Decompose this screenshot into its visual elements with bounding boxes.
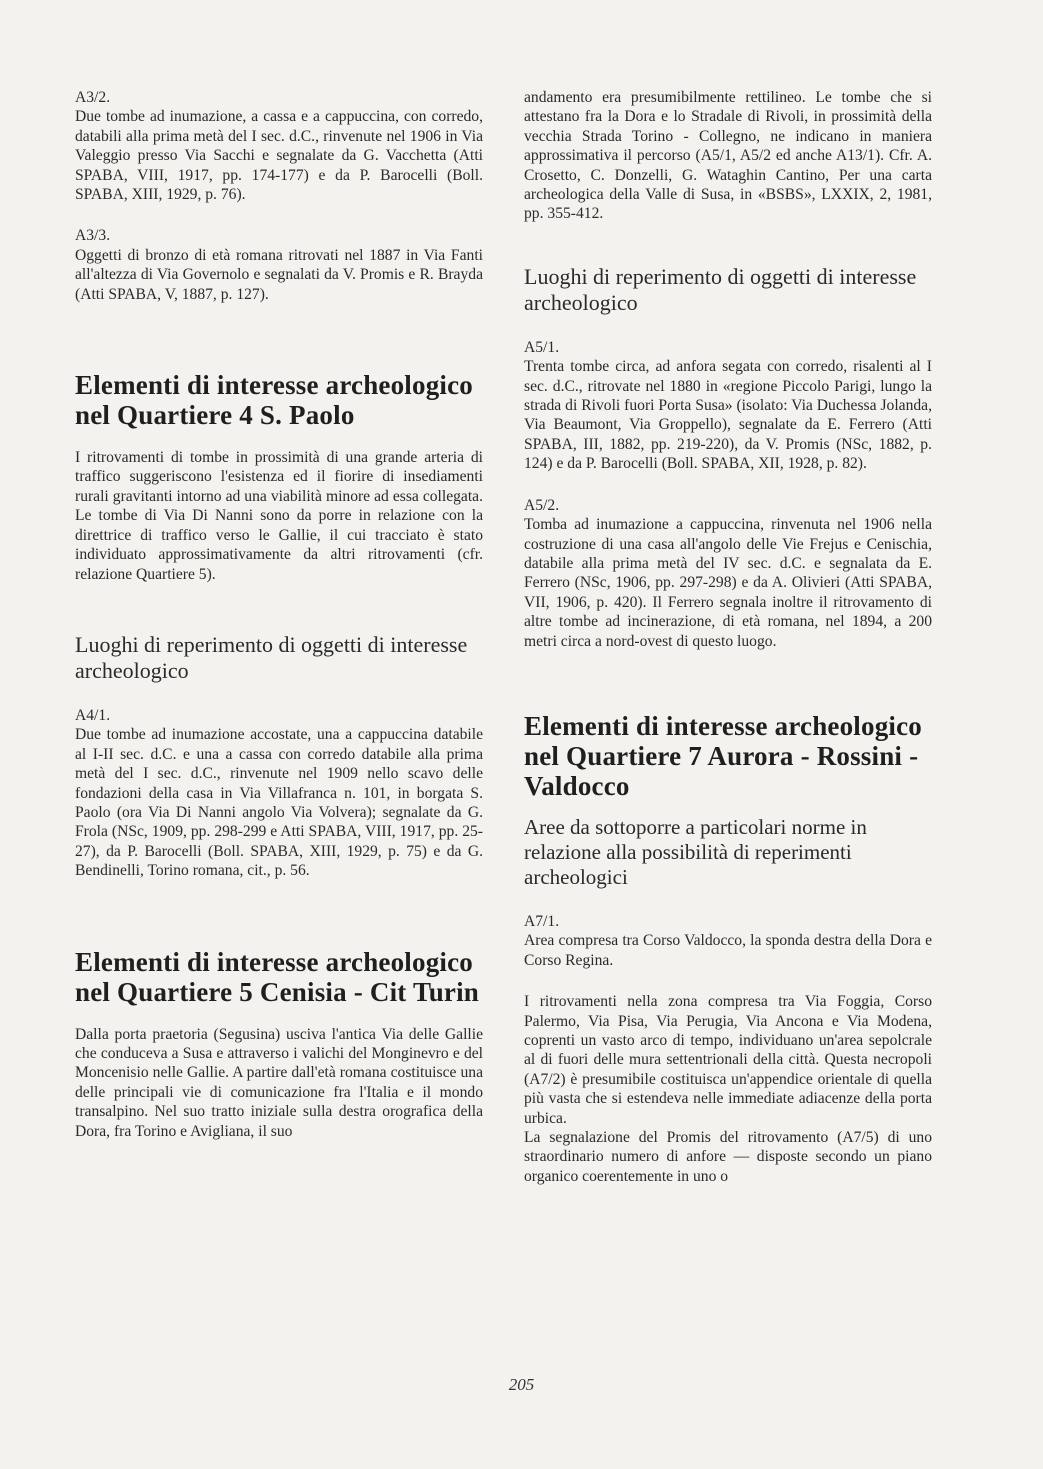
entry-a5-1: [524, 338, 932, 474]
left-column: [75, 88, 483, 1141]
entry-text: Area compresa tra Corso Valdocco, la sponda destra della Dora e Corso Regina.: [524, 932, 932, 969]
q7-paragraph-2: La segnalazione del Promis del ritrovamento (A7/5) di uno straordinario numero di anfore — disposte secondo un piano organico coerentemente in uno o: [524, 1129, 932, 1185]
heading-quartiere-5: Elementi di interesse archeologico nel Quartiere 5 Cenisia - Cit Turin: [75, 946, 480, 1007]
entry-text: Tomba ad inumazione a cappuccina, rinvenuta nel 1906 nella costruzione di una casa all'angolo delle Vie Frejus e Cenischia, databile alla prima metà del IV sec. d.C. e segnalata da E. Ferrero (NSc, 1906, pp. 297-298) e da A. Olivieri (Atti SPABA, VII, 1906, p. 420). Il Ferrero segnala inoltre il ritrovamento di altre tombe ad incinerazione, di età romana, nel 1894, a 200 metri circa a nord-ovest di questo luogo.: [524, 516, 932, 650]
q5-continued-paragraph: andamento era presumibilmente rettilineo. Le tombe che si attestano fra la Dora e lo Stradale di Rivoli, in prossimità della vecchia Strada Torino - Collegno, ne indicano in maniera approssimativa il percorso (A5/1, A5/2 ed anche A13/1). Cfr. A. Crosetto, C. Donzelli, G. Wataghin Cantino, Per una carta archeologica della Valle di Susa, in «BSBS», LXXIX, 2, 1981, pp. 355-412.: [524, 89, 932, 223]
entry-text: Trenta tombe circa, ad anfora segata con corredo, risalenti al I sec. d.C., ritrovate nel 1880 in «regione Piccolo Parigi, lungo la strada di Rivoli fuori Porta Susa» (isolato: Via Duchessa Jolanda, Via Beaumont, Via Groppello), segnalate da E. Ferrero (Atti SPABA, III, 1882, pp. 219-220), da V. Promis (NSc, 1882, p. 124) e da P. Barocelli (Boll. SPABA, XII, 1928, p. 82).: [524, 358, 932, 473]
subheading-quartiere-7: Aree da sottoporre a particolari norme in relazione alla possibilità di reperimenti archeologici: [524, 814, 867, 889]
entry-text: Due tombe ad inumazione accostate, una a cappuccina databile al I-II sec. d.C. e una a cassa con corredo databile alla prima metà del I sec. d.C., rinvenute nel 1909 nello scavo delle fondazioni della casa in Via Villafranca n. 101, in borgata S. Paolo (ora Via Di Nanni angolo Via Volvera); segnalate da G. Frola (NSc, 1909, pp. 298-299 e Atti SPABA, VIII, 1917, pp. 25-27), da P. Barocelli (Boll. SPABA, XIII, 1929, p. 75) e da G. Bendinelli, Torino romana, cit., p. 56.: [75, 726, 483, 880]
heading-luoghi-right: Luoghi di reperimento di oggetti di interesse archeologico: [524, 263, 917, 315]
page-number: 205: [508, 1375, 535, 1394]
heading-quartiere-7: Elementi di interesse archeologico nel Quartiere 7 Aurora - Rossini - Valdocco: [524, 710, 922, 801]
entry-a3-3: [75, 226, 483, 304]
entry-code: A7/1.: [524, 912, 560, 930]
entry-code: A3/2.: [75, 89, 111, 106]
heading-luoghi-left: Luoghi di reperimento di oggetti di interesse archeologico: [75, 631, 468, 683]
entry-code: A5/2.: [524, 496, 560, 514]
q7-paragraph-1: I ritrovamenti nella zona compresa tra Via Foggia, Corso Palermo, Via Pisa, Via Perugia, Via Ancona e Via Modena, coprenti un vasto arco di tempo, individuano un'area sepolcrale al di fuori delle mura settentrionali della città. Questa necropoli (A7/2) è presumibile costituisca un'appendice orientale di quella più vasta che si estendeva nelle immediate adiacenze della porta urbica.: [524, 993, 932, 1127]
entry-a3-2: [75, 88, 483, 204]
q5-intro-paragraph: Dalla porta praetoria (Segusina) usciva l'antica Via delle Gallie che conduceva a Susa e attraverso i valichi del Monginevro e del Moncenisio nelle Gallie. A partire dall'età romana costituisce una delle principali vie di comunicazione fra l'Italia e il mondo transalpino. Nel suo tratto iniziale sulla destra orografica della Dora, fra Torino e Avigliana, il suo: [75, 1025, 483, 1140]
entry-code: A5/1.: [524, 338, 560, 356]
entry-a4-1: [75, 706, 483, 881]
entry-code: A4/1.: [75, 706, 111, 724]
right-column: [524, 88, 932, 1186]
entry-text: Oggetti di bronzo di età romana ritrovati nel 1887 in Via Fanti all'altezza di Via Governolo e segnalati da V. Promis e R. Brayda (Atti SPABA, V, 1887, p. 127).: [75, 246, 483, 303]
entry-a5-2: [524, 496, 932, 651]
entry-text: Due tombe ad inumazione, a cassa e a cappuccina, con corredo, databili alla prima metà del I sec. d.C., rinvenute nel 1906 in Via Valeggio presso Via Sacchi e segnalate da G. Vacchetta (Atti SPABA, VIII, 1917, pp. 174-177) e da P. Barocelli (Boll. SPABA, XIII, 1929, p. 76).: [75, 108, 483, 204]
entry-code: A3/3.: [75, 227, 111, 245]
entry-a7-1: [524, 912, 932, 970]
q4-intro-paragraph: I ritrovamenti di tombe in prossimità di una grande arteria di traffico suggeriscono l'esistenza ed il fiorire di insediamenti rurali gravitanti intorno ad una viabilità minore ad essa collegata. Le tombe di Via Di Nanni sono da porre in relazione con la direttrice di traffico verso le Gallie, il cui tracciato è stato individuato approssimativamente da altri ritrovamenti (cfr. relazione Quartiere 5).: [75, 449, 483, 583]
heading-quartiere-4: Elementi di interesse archeologico nel Quartiere 4 S. Paolo: [75, 370, 473, 431]
